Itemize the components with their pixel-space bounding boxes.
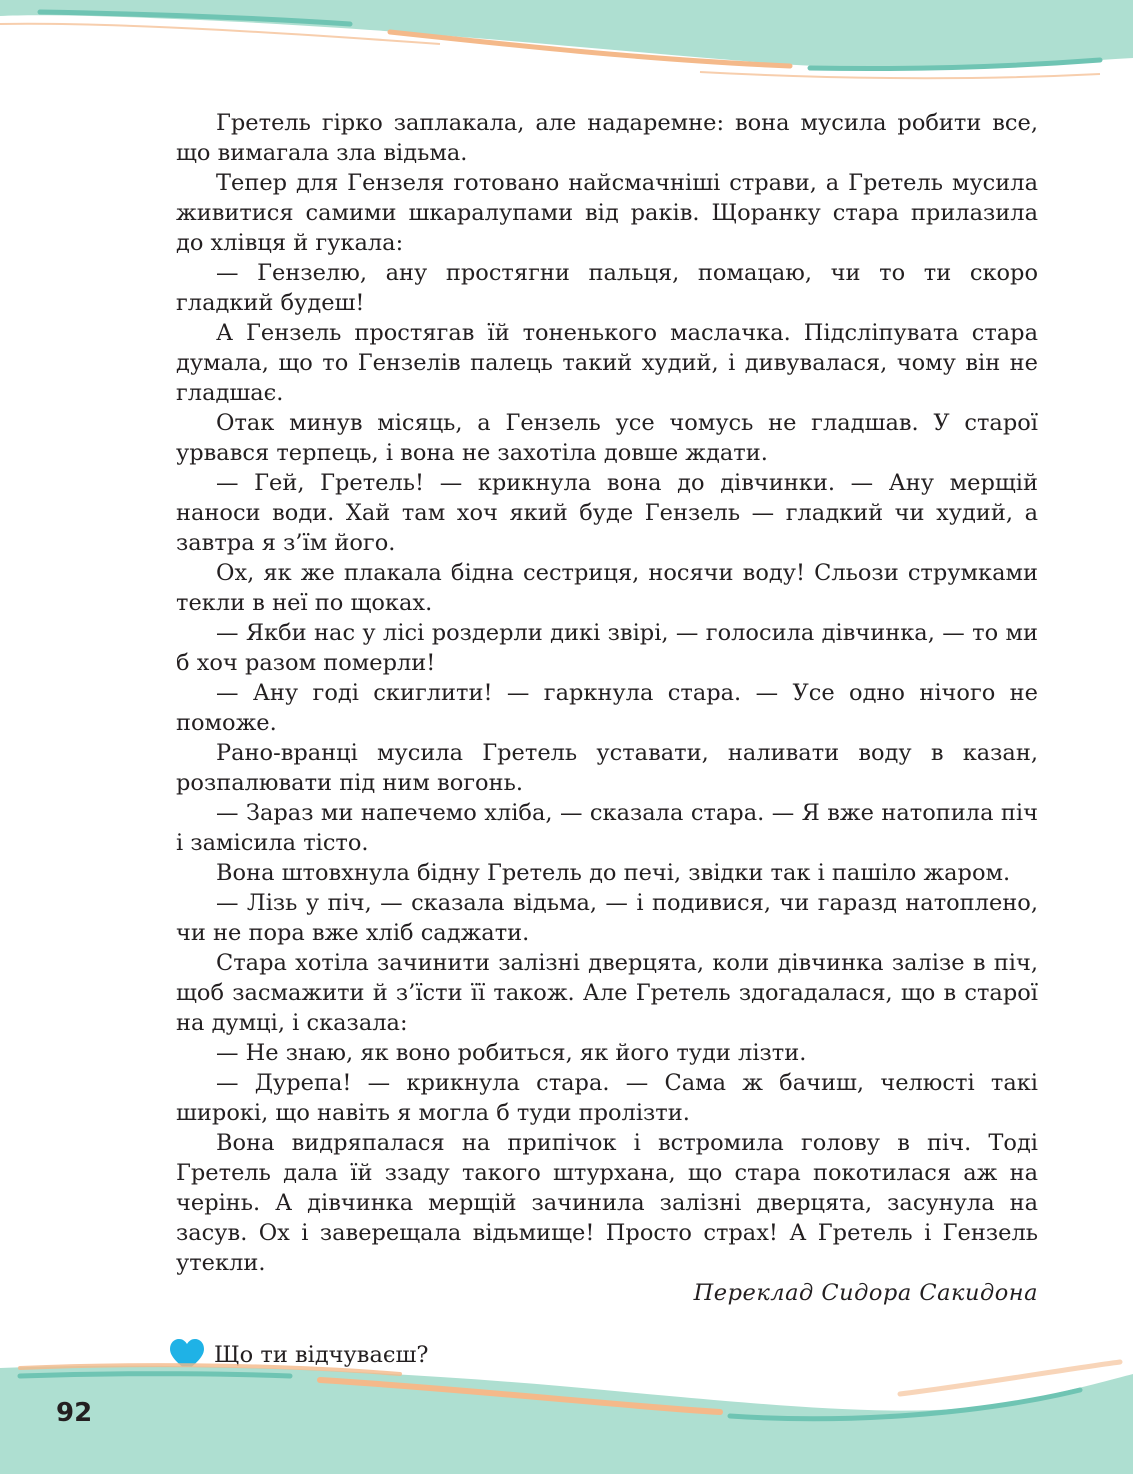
bottom-decoration	[0, 1354, 1133, 1474]
paragraph: — Дурепа! — крикнула стара. — Сама ж бачиш, челюсті такі широкі, що навіть я могла б туди пролізти.	[176, 1070, 1038, 1126]
paragraph: Вона видряпалася на припічок і встромила голову в піч. Тоді Гретель дала їй ззаду такого штурхана, що стара покотилася аж на черінь. А дівчинка мерщій зачинила залізні дверцята, засунула на засув. Ох і заверещала відьмище! Просто страх! А Гретель і Гензель утекли.	[176, 1130, 1038, 1276]
story-text	[176, 108, 1038, 1308]
page-number: 92	[56, 1398, 93, 1428]
paragraph: Отак минув місяць, а Гензель усе чомусь не гладшав. У старої урвався терпець, і вона не захотіла довше ждати.	[176, 410, 1038, 466]
paragraph: — Гей, Гретель! — крикнула вона до дівчинки. — Ану мерщій наноси води. Хай там хоч який буде Гензель — гладкий чи худий, а завтра я з’їм його.	[176, 470, 1038, 556]
paragraph: Стара хотіла зачинити залізні дверцята, коли дівчинка залізе в піч, щоб засмажити й з’їсти її також. Але Гретель здогадалася, що в старої на думці, і сказала:	[176, 950, 1038, 1036]
paragraph: Гретель гірко заплакала, але надаремне: вона мусила робити все, що вимагала зла відьма.	[176, 110, 1038, 166]
paragraph: — Зараз ми напечемо хліба, — сказала стара. — Я вже натопила піч і замісила тісто.	[176, 800, 1038, 856]
paragraph: Тепер для Гензеля готовано найсмачніші страви, а Гретель мусила живитися самими шкаралупами від раків. Щоранку стара прилазила до хлівця й гукала:	[176, 170, 1038, 256]
translation-credit: Переклад Сидора Сакидона	[693, 1280, 1038, 1306]
top-peach-stroke-3	[700, 72, 1100, 78]
paragraph: — Не знаю, як воно робиться, як його туди лізти.	[216, 1040, 807, 1066]
paragraph: — Ану годі скиглити! — гаркнула стара. — Усе одно нічого не поможе.	[176, 680, 1038, 736]
top-decoration	[0, 0, 1133, 90]
paragraph: Вона штовхнула бідну Гретель до печі, звідки так і пашіло жаром.	[216, 860, 1011, 886]
paragraph: — Якби нас у лісі роздерли дикі звірі, — голосила дівчинка, — то ми б хоч разом померли!	[176, 620, 1038, 676]
paragraph: — Гензелю, ану простягни пальця, помацаю, чи то ти скоро гладкий будеш!	[176, 260, 1038, 316]
paragraph: — Лізь у піч, — сказала відьма, — і подивися, чи гаразд натоплено, чи не пора вже хліб саджати.	[176, 890, 1038, 946]
top-mint-wave	[0, 0, 1133, 68]
paragraph: Ох, як же плакала бідна сестриця, носячи воду! Сльози струмками текли в неї по щоках.	[176, 560, 1038, 616]
question-text: Що ти відчуваєш?	[214, 1342, 429, 1368]
bottom-teal-stroke	[20, 1374, 290, 1376]
bottom-mint-wave	[0, 1366, 1133, 1474]
paragraph: Рано-вранці мусила Гретель уставати, наливати воду в казан, розпалювати під ним вогонь.	[176, 740, 1038, 796]
paragraph: А Гензель простягав їй тоненького маслачка. Підсліпувата стара думала, що то Гензелів палець такий худий, і дивувалася, чому він не гладшає.	[176, 320, 1038, 406]
